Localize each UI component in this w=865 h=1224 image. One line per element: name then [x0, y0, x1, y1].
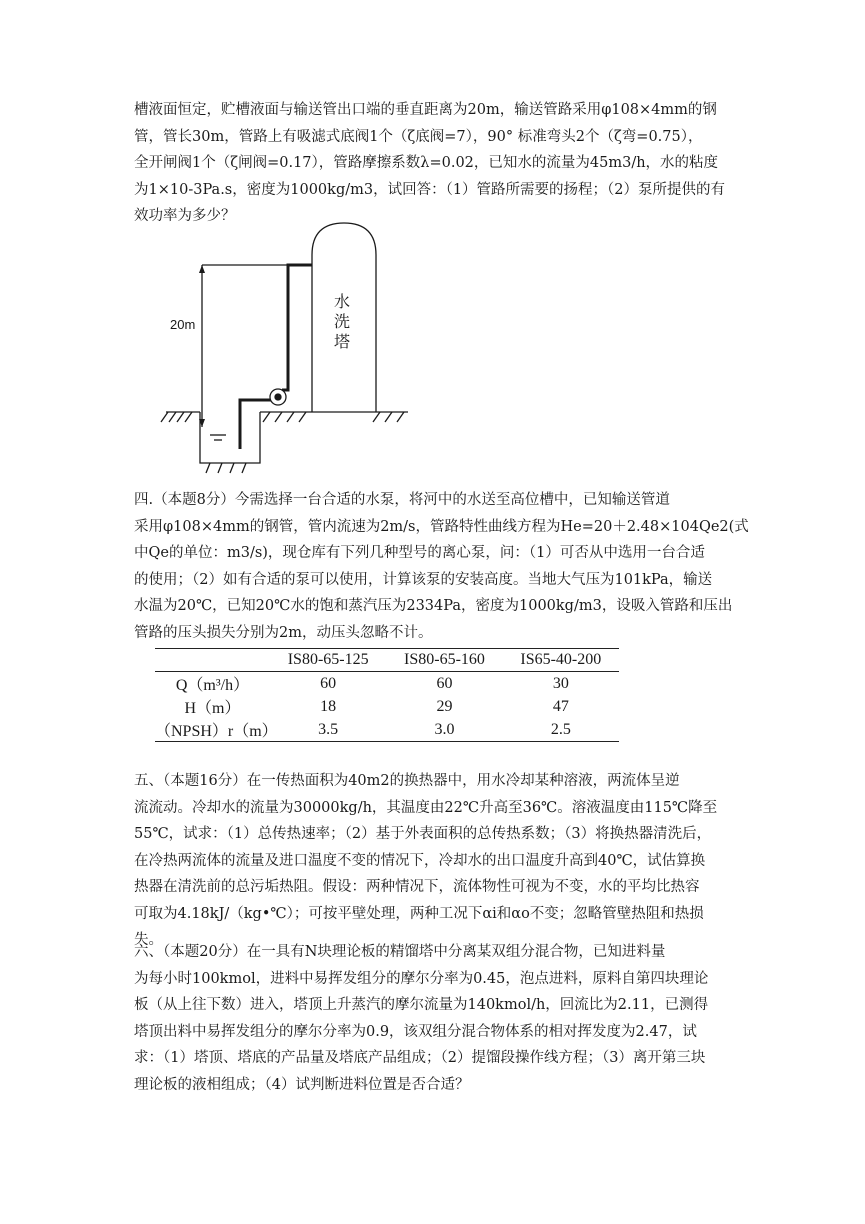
table-row — [155, 718, 619, 742]
text-line: 中Qe的单位：m3/s)，现仓库有下列几种型号的离心泵，问：（1）可否从中选用一台合适 — [134, 545, 705, 561]
text-line: 求：（1）塔顶、塔底的产品量及塔底产品组成；（2）提馏段操作线方程；（3）离开第三块 — [134, 1050, 706, 1066]
tower-label-char: 洗 — [333, 312, 351, 331]
q4-text — [134, 487, 749, 646]
row-label: H（m） — [184, 700, 241, 717]
table-row — [155, 672, 619, 696]
ground-hatch-right — [263, 412, 404, 422]
text-line: 失。 — [134, 932, 163, 948]
ground-hatch-left — [161, 412, 192, 422]
height-label: 20m — [170, 317, 196, 332]
text-line: 板（从上往下数）进入，塔顶上升蒸汽的摩尔流量为140kmol/h，回流比为2.11，已测得 — [134, 997, 709, 1013]
text-line: 四.（本题8分）今需选择一台合适的水泵，将河中的水送至高位槽中，已知输送管道 — [134, 492, 670, 508]
table-cell: 47 — [552, 697, 569, 715]
text-line: 管路的压头损失分别为2m，动压头忽略不计。 — [134, 624, 433, 641]
pump — [270, 389, 286, 405]
table-header-cell: IS65-40-200 — [520, 651, 602, 668]
table-cell: 30 — [552, 674, 569, 692]
table-row — [155, 695, 619, 718]
text-line: 管，管长30m，管路上有吸滤式底阀1个（ζ底阀=7），90° 标准弯头2个（ζ弯=0.75）， — [134, 128, 703, 145]
water-sump — [200, 412, 260, 463]
text-line: 采用φ108×4mm的钢管，管内流速为2m/s，管路特性曲线方程为He=20＋2.48×104Qe2(式 — [134, 518, 749, 535]
table-cell: 18 — [320, 697, 337, 715]
text-line: 为1×10-3Pa.s，密度为1000kg/m3，试回答：（1）管路所需要的扬程；（2）泵所提供的有 — [134, 181, 726, 198]
text-line: 全开闸阀1个（ζ闸阀=0.17），管路摩擦系数λ=0.02，已知水的流量为45m3/h，水的粘度 — [134, 155, 719, 171]
sump-hatch — [206, 463, 246, 473]
row-label: （NPSH）r（m） — [155, 723, 278, 740]
text-line: 55℃，试求：（1）总传热速率；（2）基于外表面积的总传热系数；（3）将换热器清洗后， — [134, 826, 712, 842]
q3-text — [134, 97, 734, 230]
q6-text — [134, 939, 734, 1098]
row-label: Q（m³/h） — [175, 677, 250, 694]
text-line: 六、（本题20分）在一具有N块理论板的精馏塔中分离某双组分混合物，已知进料量 — [134, 944, 666, 960]
dimension-arrow-top — [199, 265, 205, 273]
pump-spec-table — [155, 648, 619, 742]
table-cell: 3.0 — [434, 720, 455, 738]
table-header-cell: IS80-65-125 — [287, 651, 369, 668]
text-line: 五、（本题16分）在一传热面积为40m2的换热器中，用水冷却某种溶液，两流体呈逆 — [134, 773, 680, 789]
tower-label-char: 塔 — [333, 332, 351, 351]
table-header-cell — [155, 649, 270, 672]
text-line: 理论板的液相组成；（4）试判断进料位置是否合适？ — [134, 1076, 470, 1093]
table-header-row — [155, 649, 619, 672]
text-line: 的使用；（2）如有合适的泵可以使用，计算该泵的安装高度。当地大气压为101kPa，输送 — [134, 571, 713, 588]
table-cell: 3.5 — [318, 720, 339, 738]
text-line: 流流动。冷却水的流量为30000kg/h，其温度由22℃升高至36℃。溶液温度由115℃降至 — [134, 799, 718, 816]
text-line: 在冷热两流体的流量及进口温度不变的情况下，冷却水的出口温度升高到40℃，试估算换 — [134, 852, 706, 869]
table-cell: 60 — [320, 674, 337, 692]
table-cell: 60 — [436, 674, 453, 692]
text-line: 可取为4.18kJ/（kg•℃）；可按平壁处理，两种工况下αi和αo不变；忽略管壁热阻和热损 — [134, 905, 704, 922]
q5-text — [134, 768, 734, 954]
table-cell: 29 — [436, 697, 453, 715]
tower-label-char: 水 — [333, 292, 351, 311]
text-line: 热器在清洗前的总污垢热阻。假设：两种情况下，流体物性可视为不变，水的平均比热容 — [134, 879, 700, 895]
table-header-cell: IS80-65-160 — [404, 651, 485, 668]
text-line: 槽液面恒定，贮槽液面与输送管出口端的垂直距离为20m，输送管路采用φ108×4mm的钢 — [134, 102, 717, 118]
text-line: 效功率为多少？ — [134, 208, 236, 224]
text-line: 塔顶出料中易挥发组分的摩尔分率为0.9，该双组分混合物体系的相对挥发度为2.47，试 — [134, 1023, 697, 1040]
pump-system-diagram — [160, 215, 420, 475]
text-line: 水温为20℃，已知20℃水的饱和蒸汽压为2334Pa，密度为1000kg/m3，设吸入管路和压出 — [134, 598, 733, 614]
table-cell: 2.5 — [550, 720, 571, 738]
text-line: 为每小时100kmol，进料中易挥发组分的摩尔分率为0.45，泡点进料，原料自第四块理论 — [134, 970, 709, 987]
water-level-mark — [210, 435, 226, 440]
